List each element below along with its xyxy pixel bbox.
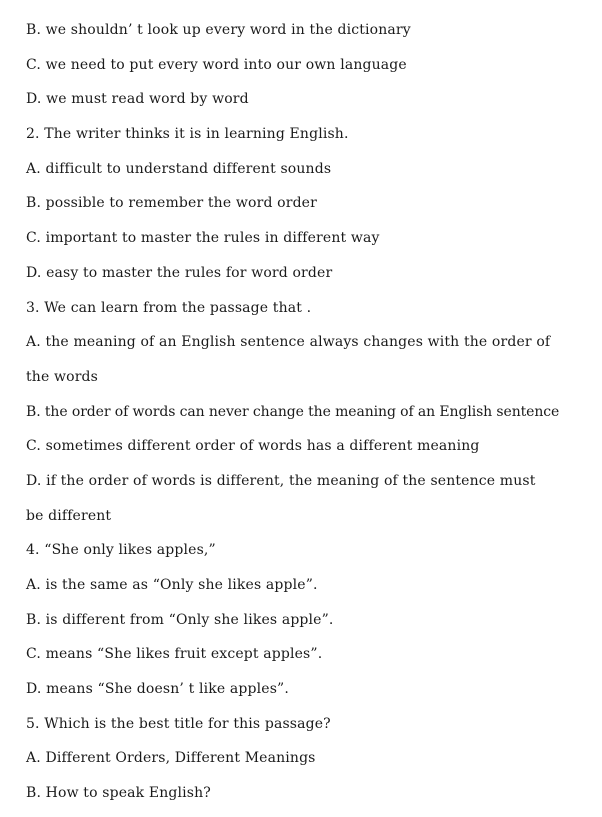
option-c-q3: C. sometimes different order of words has a different meaning: [26, 438, 480, 455]
option-a-q5: A. Different Orders, Different Meanings: [26, 750, 316, 767]
question-5: 5. Which is the best title for this passage?: [26, 715, 331, 732]
question-2: 2. The writer thinks it is in learning English.: [26, 126, 349, 143]
option-c-q2: C. important to master the rules in different way: [26, 230, 380, 247]
option-a-q4: A. is the same as “Only she likes apple”.: [26, 577, 318, 593]
option-a-q3-continued: the words: [26, 368, 98, 385]
option-b-q1: B. we shouldn’ t look up every word in the dictionary: [26, 22, 411, 38]
document-page: [26, 19, 571, 817]
option-d-q1: D. we must read word by word: [26, 91, 249, 108]
option-d-q4: D. means “She doesn’ t like apples”.: [26, 681, 289, 698]
option-d-q2: D. easy to master the rules for word order: [26, 264, 333, 281]
option-c-q4: C. means “She likes fruit except apples”.: [26, 646, 323, 663]
option-d-q3-continued: be different: [26, 507, 112, 524]
option-b-q2: B. possible to remember the word order: [26, 195, 317, 212]
option-b-q3: B. the order of words can never change the meaning of an English sentence: [26, 403, 560, 420]
option-b-q5: B. How to speak English?: [26, 785, 211, 802]
option-c-q1: C. we need to put every word into our own language: [26, 56, 407, 73]
option-d-q3: D. if the order of words is different, the meaning of the sentence must: [26, 472, 536, 489]
question-3: 3. We can learn from the passage that .: [26, 299, 312, 316]
option-b-q4: B. is different from “Only she likes apple”.: [26, 611, 334, 628]
option-a-q3: A. the meaning of an English sentence always changes with the order of: [26, 334, 551, 351]
option-a-q2: A. difficult to understand different sounds: [26, 160, 332, 177]
question-4: 4. “She only likes apples,”: [26, 542, 216, 559]
